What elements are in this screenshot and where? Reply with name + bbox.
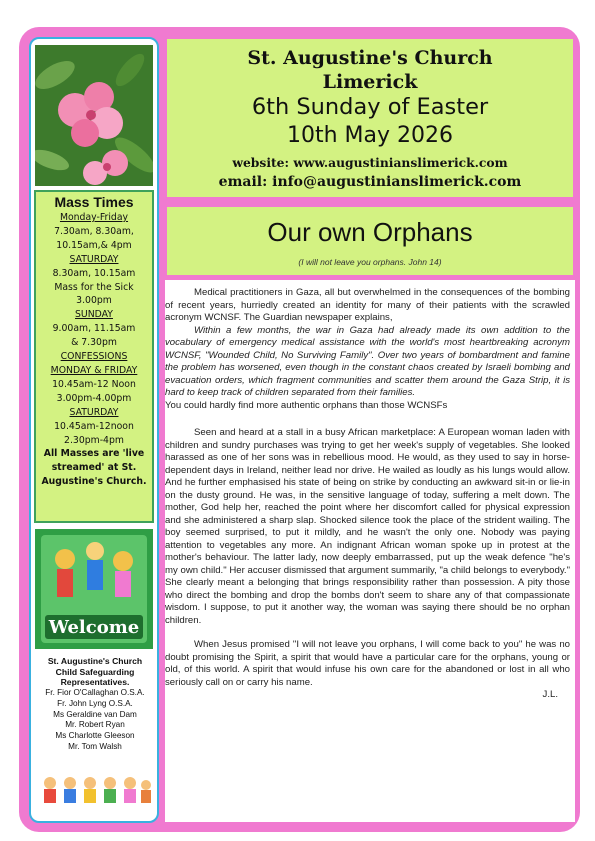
mass-time-line: & 7.30pm <box>71 337 117 349</box>
children-clipart <box>40 775 152 811</box>
mass-time-line: Mass for the Sick <box>54 281 134 293</box>
mass-time-line: 9.00am, 11.15am <box>52 323 136 335</box>
mass-time-line: 10.45am-12noon <box>54 420 134 432</box>
mass-time-line: All Masses are 'live <box>43 448 145 460</box>
mass-time-line: 3.00pm <box>76 295 112 307</box>
safeguarding-names <box>33 688 157 752</box>
mass-times-title: Mass Times <box>54 194 134 210</box>
email: email: info@augustinianslimerick.com <box>218 174 522 190</box>
rep-name: Ms Geraldine van Dam <box>53 709 137 719</box>
mass-time-line: 3.00pm-4.00pm <box>56 392 132 404</box>
mass-times-panel <box>34 190 154 523</box>
liturgical-day: 6th Sunday of Easter <box>251 94 489 120</box>
welcome-text: Welcome <box>48 617 140 638</box>
article-title: Our own Orphans <box>267 217 473 247</box>
church-name: St. Augustine's Church Limerick <box>247 47 493 93</box>
rep-name: Ms Charlotte Gleeson <box>55 730 135 740</box>
header-panel <box>165 37 575 199</box>
mass-time-line: CONFESSIONS <box>60 351 128 363</box>
paragraph-3: When Jesus promised "I will not leave you orphans, I will come back to you" he was no doubt promising the Spirit, a spirit that would have a particular care for the orphans, young or old, of this world. A spirit that would infuse his own care for the abandoned or lost in all who seriously call on or carry his name. J.L. <box>165 639 570 700</box>
article-title-panel <box>165 205 575 277</box>
mass-time-line: streamed' at St. <box>51 462 137 474</box>
paragraph-2: Seen and heard at a stall in a busy African marketplace: A European woman laden with children and sundry purchases was trying to get her week's supply of vegetables. She looked harassed as one of her sons was in rebellious mood. He would, as they used to say in horse-dependent days in Ireland, neither lead nor drive. He wailed as loudly as his lungs would allow. And he further emphasised his state of being on strike by conducting an awkward sit-in or lie-in on the dusty ground. He was, in the sensitive language of today, suffering a melt down. The mother, God help her, reached the point where her discomfort called for physical expression and she administered a sharp slap. Shocked silence took the place of the strident wailing. The boy seemed surprised, to put it mildly, and he wasn't the only one. Nobody was paying attention to vegetables any more. An indignant African woman spoke up in protest at the mother's behaviour. The latter lady, now deeply embarrassed, put up the weak defence "he's my own child." Her accuser dismissed that argument summarily, "a child belongs to everybody." She clearly meant a belonging that brings responsibility rather than possession. A pity those who direct the bombing and drop the bombs don't seem to share any of that compassionate wisdom. I suppose, to put it another way, the woman was saying there should be no orphan children. <box>165 427 570 626</box>
mass-time-line: 2.30pm-4pm <box>64 434 124 446</box>
rep-name: Fr. John Lyng O.S.A. <box>57 698 133 708</box>
rep-name: Mr. Tom Walsh <box>68 741 122 751</box>
safeguarding-heading: St. Augustine's Church Child Safeguarding Representatives. <box>47 656 143 688</box>
date: 10th May 2026 <box>286 123 454 148</box>
paragraph-1: Medical practitioners in Gaza, all but overwhelmed in the consequences of the bombing of recent years, hurriedly created an identity for many of their patients with the scrawled acronym WCNSF. The Guardian newspaper explains, <box>165 287 570 323</box>
flower-photo <box>35 45 153 186</box>
signature: J.L. <box>542 689 558 700</box>
guardian-quote: Within a few months, the war in Gaza had already made its own addition to the vocabulary of emergency medical assistance with the world's most heartbreaking acronym WCNSF, "Wounded Child, No Surviving Family". Over two years of bombardment and famine the problem has worsened, even though in the constant chaos created by Israeli bombing and evacuation orders, which fragment communities and scatter them around the Gaza Strip, it is hard to keep track of children separated from their families. <box>165 324 570 398</box>
mass-time-line: SATURDAY <box>69 253 119 265</box>
mass-time-line: 8.30am, 10.15am <box>52 267 136 279</box>
mass-time-line: Monday-Friday <box>59 212 129 223</box>
website: website: www.augustinianslimerick.com <box>232 155 508 170</box>
rep-name: Fr. Fior O'Callaghan O.S.A. <box>45 688 145 698</box>
paragraph-1-end: You could hardly find more authentic orphans than those WCNSFs <box>165 399 448 411</box>
mass-time-line: 10.45am-12 Noon <box>52 378 136 390</box>
welcome-image <box>35 529 153 649</box>
article-body <box>165 280 575 822</box>
mass-times-list <box>36 211 152 489</box>
mass-time-line: SATURDAY <box>69 406 119 418</box>
article-quote: (I will not leave you orphans. John 14) <box>298 257 442 267</box>
mass-time-line: 10.15am,& 4pm <box>56 239 132 251</box>
rep-name: Mr. Robert Ryan <box>65 720 125 730</box>
mass-time-line: SUNDAY <box>75 309 113 321</box>
mass-time-line: 7.30am, 8.30am, <box>54 225 134 237</box>
mass-time-line: Augustine's Church. <box>41 476 147 488</box>
mass-time-line: MONDAY & FRIDAY <box>50 364 138 376</box>
safeguarding-panel <box>33 656 157 752</box>
sidebar <box>29 37 159 823</box>
